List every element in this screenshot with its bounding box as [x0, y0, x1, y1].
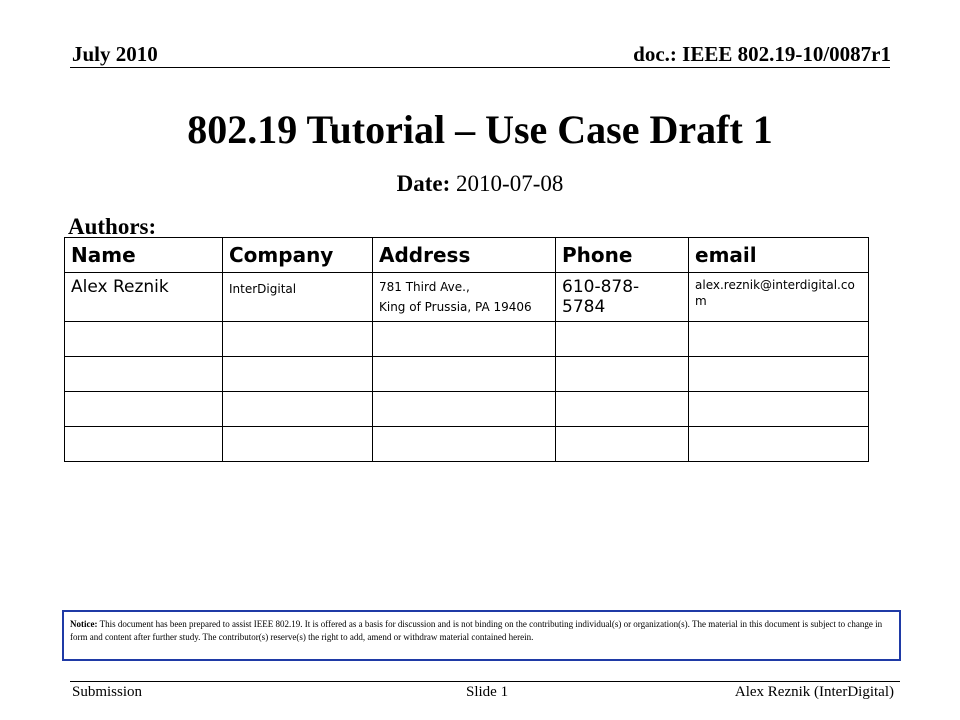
table-header-row	[65, 238, 869, 273]
empty-cell	[65, 392, 223, 427]
empty-cell	[373, 392, 556, 427]
empty-cell	[373, 322, 556, 357]
date-value: 2010-07-08	[456, 171, 564, 196]
empty-cell	[373, 427, 556, 462]
empty-cell	[689, 357, 869, 392]
author-address	[373, 273, 556, 322]
empty-cell	[556, 427, 689, 462]
table-row	[65, 273, 869, 322]
author-name: Alex Reznik	[65, 273, 223, 322]
empty-cell	[556, 322, 689, 357]
header-date: July 2010	[72, 42, 158, 66]
footer-author: Alex Reznik (InterDigital)	[734, 684, 894, 700]
table-row	[65, 427, 869, 462]
empty-cell	[556, 392, 689, 427]
footer-slide-number: Slide 1	[466, 684, 509, 700]
column-header-address: Address	[373, 238, 556, 273]
author-address-line2: King of Prussia, PA 19406	[379, 300, 532, 314]
authors-label: Authors:	[68, 214, 157, 239]
header-divider	[70, 67, 890, 68]
slide-title: 802.19 Tutorial – Use Case Draft 1	[187, 107, 773, 152]
notice-text: This document has been prepared to assist IEEE 802.19. It is offered as a basis for discussion and is not binding on the contributing individual(s) or organization(s). The material in this document is subject to change in form and content after further study. The contributor(s) reserve(s) the right to add, amend or withdraw material contained herein.	[70, 619, 883, 642]
empty-cell	[689, 392, 869, 427]
footer-divider	[70, 681, 900, 682]
author-address-line1: 781 Third Ave.,	[379, 280, 470, 294]
date-line	[0, 170, 960, 198]
empty-cell	[65, 357, 223, 392]
header-doc-id: doc.: IEEE 802.19-10/0087r1	[633, 42, 891, 66]
footer-submission: Submission	[72, 684, 143, 700]
empty-cell	[223, 392, 373, 427]
empty-cell	[223, 322, 373, 357]
notice-box	[62, 610, 901, 661]
author-company: InterDigital	[223, 273, 373, 322]
author-phone: 610-878-5784	[556, 273, 689, 322]
table-row	[65, 322, 869, 357]
empty-cell	[689, 322, 869, 357]
notice-label: Notice:	[70, 619, 98, 629]
empty-cell	[65, 427, 223, 462]
column-header-email: email	[689, 238, 869, 273]
empty-cell	[223, 357, 373, 392]
column-header-name: Name	[65, 238, 223, 273]
author-email: alex.reznik@interdigital.com	[689, 273, 869, 322]
table-row	[65, 392, 869, 427]
empty-cell	[556, 357, 689, 392]
column-header-phone: Phone	[556, 238, 689, 273]
date-label: Date:	[396, 171, 451, 196]
empty-cell	[689, 427, 869, 462]
authors-table	[64, 237, 869, 462]
empty-cell	[373, 357, 556, 392]
table-row	[65, 357, 869, 392]
column-header-company: Company	[223, 238, 373, 273]
empty-cell	[223, 427, 373, 462]
empty-cell	[65, 322, 223, 357]
